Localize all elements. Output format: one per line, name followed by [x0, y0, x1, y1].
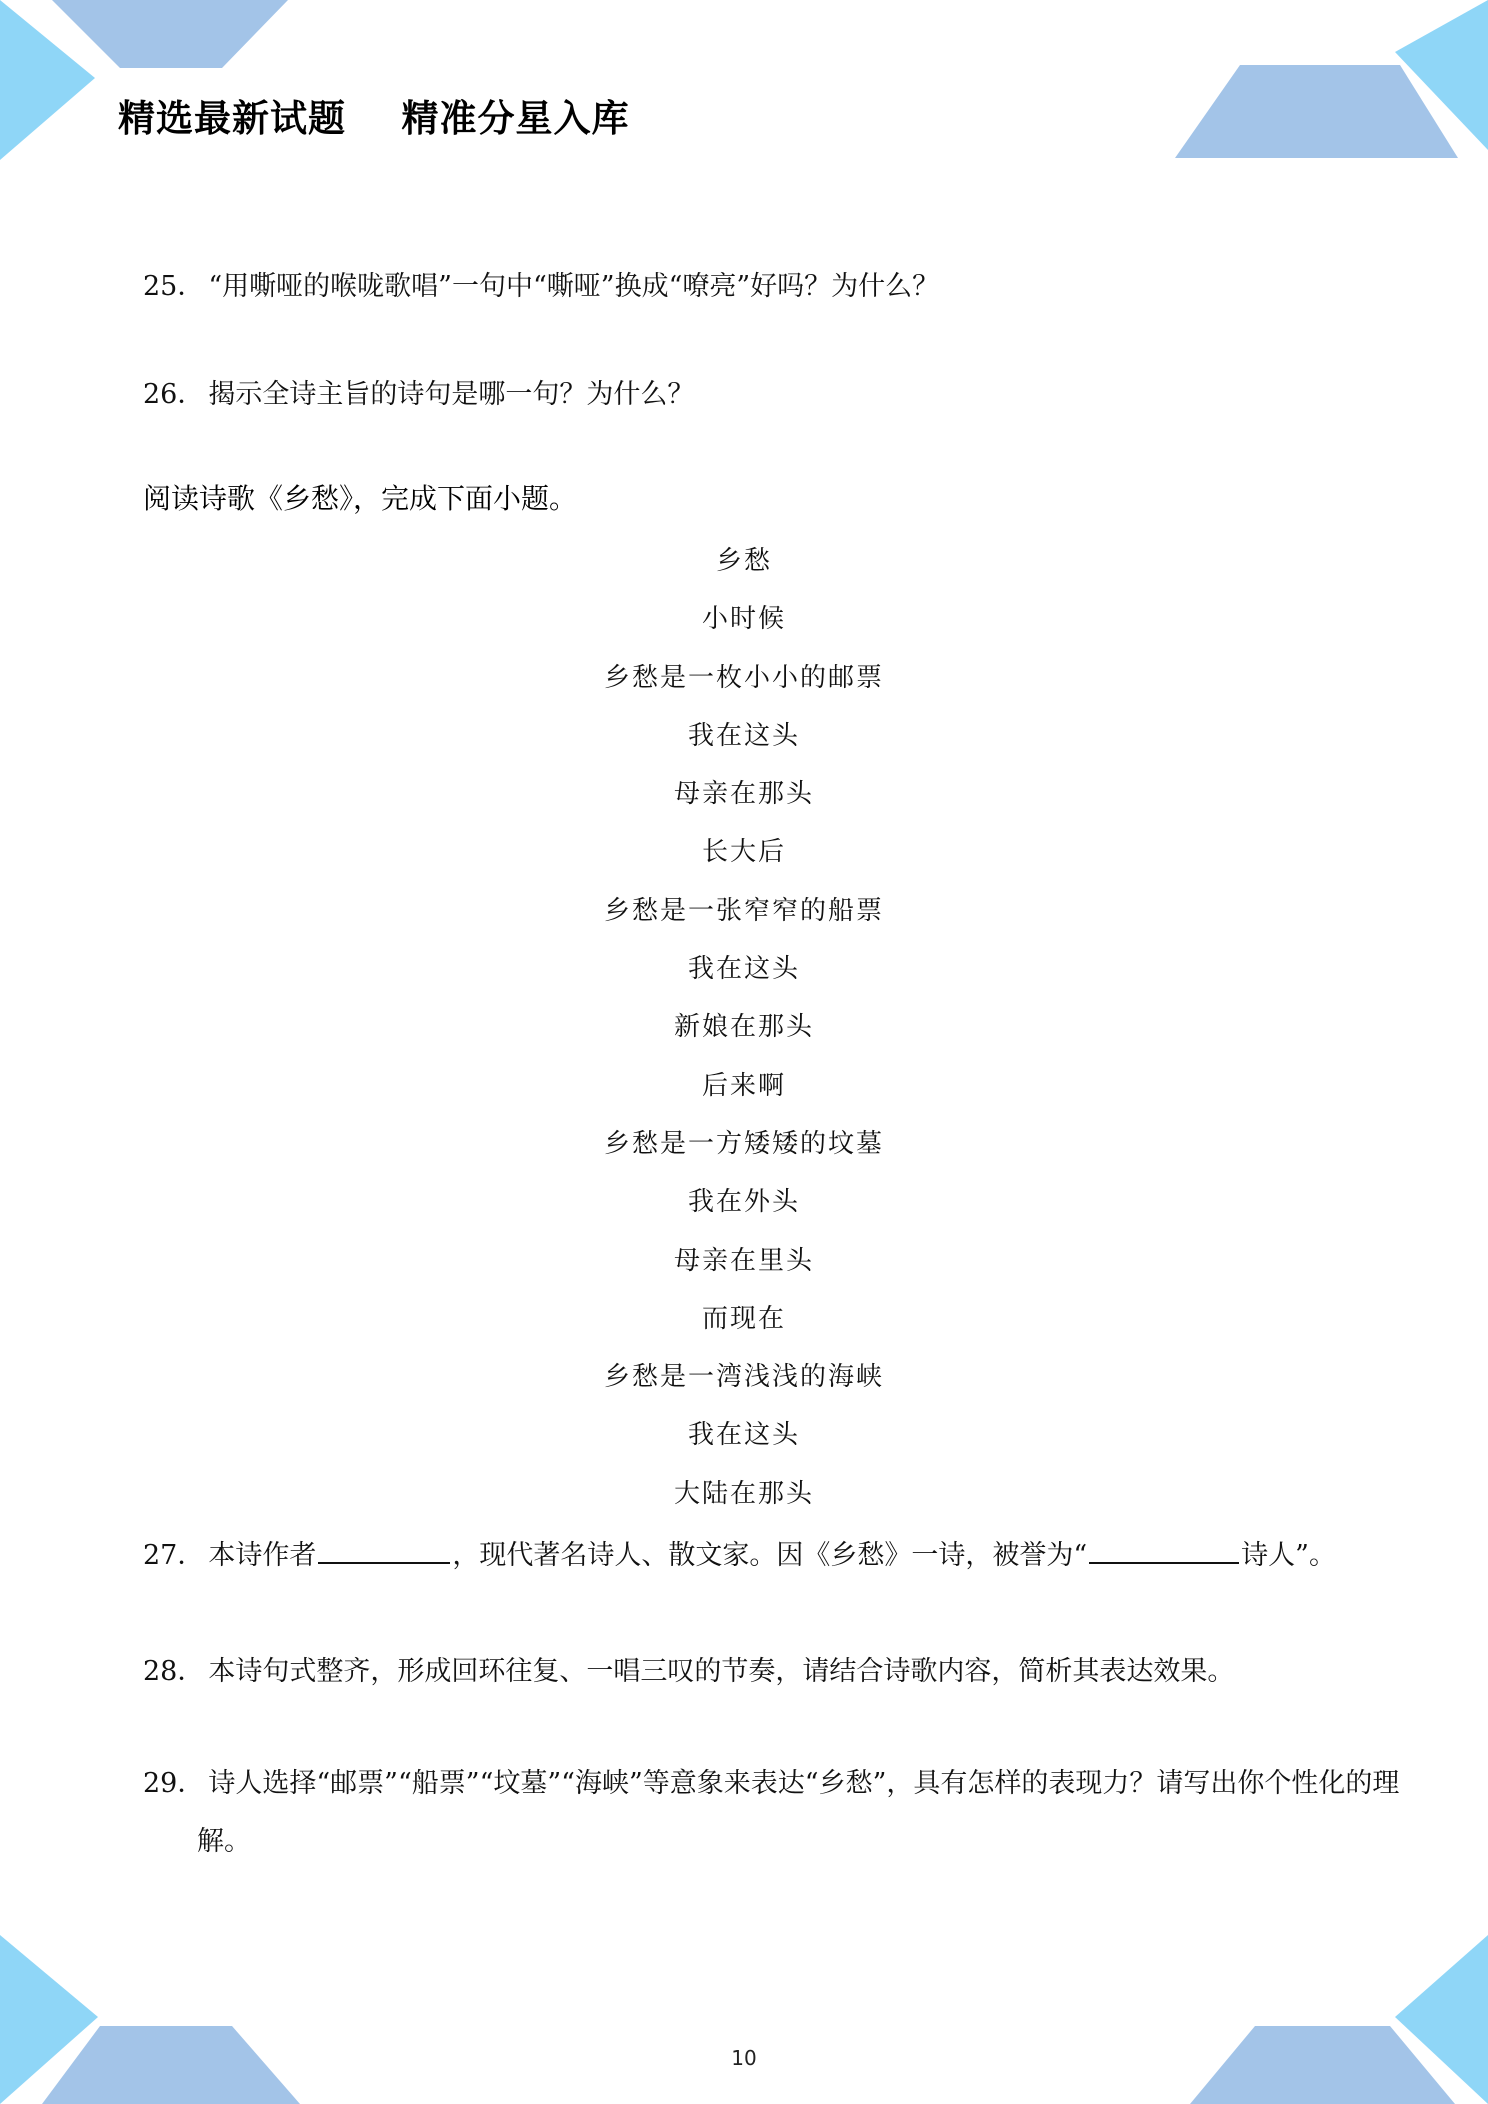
poem-line: 我在这头 [687, 954, 800, 985]
poem-line: 乡愁是一枚小小的邮票 [603, 662, 884, 693]
poem-line: 大陆在那头 [673, 1478, 814, 1509]
question-text-part: ，现代著名诗人、散文家。因《乡愁》一诗，被誉为“ [452, 1540, 1088, 1571]
question-26 [143, 366, 1353, 424]
question-text: 揭示全诗主旨的诗句是哪一句？为什么？ [208, 379, 695, 410]
question-28 [143, 1643, 1353, 1701]
question-text: “用嘶哑的喉咙歌唱”一句中“嘶哑”换成“嘹亮”好吗？为什么？ [208, 271, 940, 302]
poem-line: 后来啊 [701, 1070, 786, 1101]
corner-shape-top-left-triangle [0, 0, 95, 160]
question-text: 诗人选择“邮票”“船票”“坟墓”“海峡”等意象来表达“乡愁”，具有怎样的表现力？请写出你个性化的理解。 [197, 1768, 1400, 1857]
poem-line: 长大后 [701, 837, 786, 868]
corner-shape-top-left-trapezoid [52, 0, 288, 68]
question-number: 28． [143, 1656, 205, 1687]
poem-line: 我在外头 [687, 1187, 800, 1218]
question-number: 26． [143, 379, 205, 410]
poem-line: 乡愁是一张窄窄的船票 [603, 895, 884, 926]
question-number: 27． [143, 1540, 205, 1571]
page-number: 10 [731, 2046, 757, 2070]
question-number: 25． [143, 271, 205, 302]
question-text-part: 本诗作者 [208, 1540, 317, 1571]
question-number: 29． [143, 1768, 205, 1799]
answer-blank-author[interactable] [318, 1534, 450, 1564]
poem-title: 乡愁 [715, 546, 772, 576]
corner-shape-bottom-left-triangle [0, 1935, 98, 2104]
poem-line: 母亲在那头 [673, 779, 814, 810]
question-25 [143, 258, 1353, 316]
poem-line: 我在这头 [687, 1420, 800, 1451]
section-intro: 阅读诗歌《乡愁》，完成下面小题。 [143, 482, 578, 515]
poem-line: 乡愁是一湾浅浅的海峡 [603, 1362, 884, 1393]
question-27 [143, 1527, 1353, 1585]
poem-line: 我在这头 [687, 720, 800, 751]
poem-line: 而现在 [701, 1303, 786, 1334]
question-text-part: 诗人”。 [1241, 1540, 1336, 1571]
answer-blank-title[interactable] [1089, 1534, 1239, 1564]
poem-line: 小时候 [701, 604, 786, 635]
poem-line: 乡愁是一方矮矮的坟墓 [603, 1128, 884, 1159]
corner-shape-top-right-triangle [1395, 0, 1488, 150]
poem [0, 532, 1488, 1523]
poem-line: 母亲在里头 [673, 1245, 814, 1276]
header-title: 精选最新试题 精准分星入库 [118, 97, 630, 140]
corner-shape-bottom-right-triangle [1395, 1935, 1488, 2104]
corner-shape-top-right-trapezoid [1175, 65, 1458, 158]
question-text: 本诗句式整齐，形成回环往复、一唱三叹的节奏，请结合诗歌内容，简析其表达效果。 [208, 1656, 1235, 1687]
poem-line: 新娘在那头 [673, 1012, 814, 1043]
question-29 [143, 1755, 1407, 1871]
